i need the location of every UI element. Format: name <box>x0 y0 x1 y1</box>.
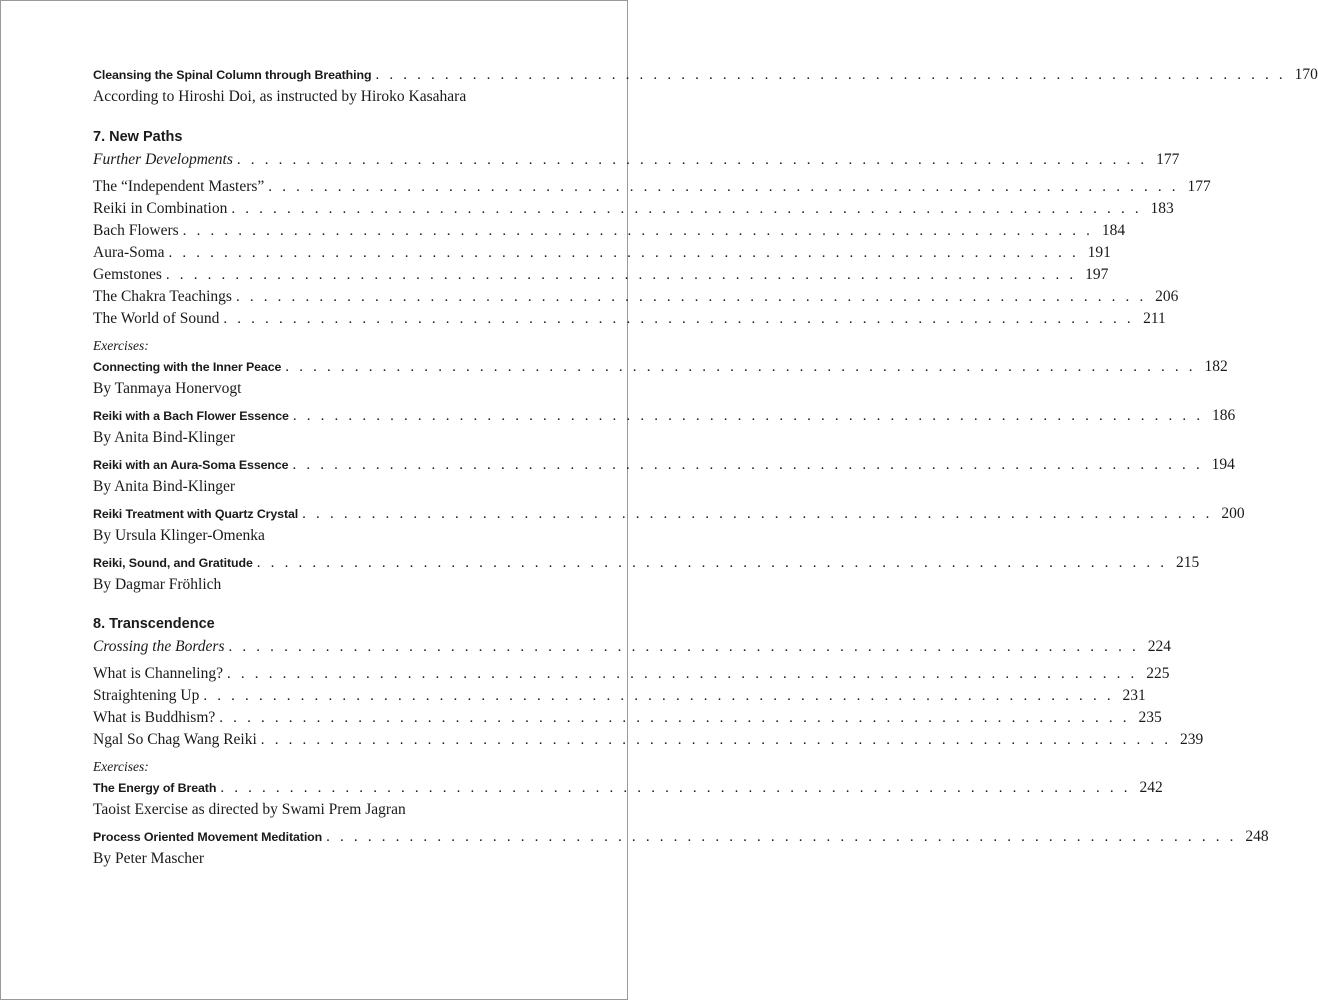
leader-dots: . . . . . . . . . . . . . . . . . . . . . . . . . . . . . . . . . . . . . . . . . . . . . . . . . . . . . . . . . . . . . . . . . . <box>236 152 1148 168</box>
toc-exercise-row[interactable] <box>93 64 1318 86</box>
toc-exercise-row[interactable] <box>93 503 1245 525</box>
toc-entry[interactable] <box>93 220 1126 242</box>
page-number: 225 <box>1146 665 1170 682</box>
chapter-8-exercises <box>93 777 1269 870</box>
entry-title[interactable]: What is Buddhism? <box>93 709 216 726</box>
toc-exercise-row[interactable] <box>93 356 1228 378</box>
chapter-8 <box>93 612 1269 870</box>
page-number: 248 <box>1245 828 1269 845</box>
toc-exercise-cleansing[interactable] <box>93 64 1318 108</box>
toc-exercise-row[interactable] <box>93 405 1236 427</box>
page-number: 206 <box>1155 288 1179 305</box>
leader-dots: . . . . . . . . . . . . . . . . . . . . . . . . . . . . . . . . . . . . . . . . . . . . . . . . . . . . . . . . . . . . . . . . . . <box>228 639 1139 655</box>
toc-lead-entry[interactable] <box>93 149 1180 171</box>
toc-entry[interactable] <box>93 242 1111 264</box>
leader-dots: . . . . . . . . . . . . . . . . . . . . . . . . . . . . . . . . . . . . . . . . . . . . . . . . . . . . . . . . . . . . . . . . . . <box>326 829 1237 845</box>
chapter-heading[interactable]: 8. Transcendence <box>93 616 215 632</box>
toc-exercise-row[interactable] <box>93 826 1269 848</box>
leader-dots: . . . . . . . . . . . . . . . . . . . . . . . . . . . . . . . . . . . . . . . . . . . . . . . . . . . . . . . . . . . . . . . . . . <box>231 201 1142 217</box>
toc-entry[interactable] <box>93 707 1162 729</box>
page-number: 177 <box>1187 178 1211 195</box>
page-number: 191 <box>1087 244 1111 261</box>
page-number: 231 <box>1122 687 1146 704</box>
page-number: 183 <box>1150 200 1174 217</box>
exercise-byline: By Tanmaya Honervogt <box>93 380 242 397</box>
exercise-title[interactable]: Reiki Treatment with Quartz Crystal <box>93 507 299 521</box>
exercise-byline: By Dagmar Fröhlich <box>93 576 222 593</box>
toc-exercise[interactable] <box>93 777 1163 821</box>
leader-dots: . . . . . . . . . . . . . . . . . . . . . . . . . . . . . . . . . . . . . . . . . . . . . . . . . . . . . . . . . . . . . . . . . . <box>302 506 1213 522</box>
entry-title[interactable]: Aura-Soma <box>93 244 165 261</box>
toc-lead-entry[interactable] <box>93 636 1171 658</box>
toc-exercise[interactable] <box>93 454 1235 498</box>
leader-dots: . . . . . . . . . . . . . . . . . . . . . . . . . . . . . . . . . . . . . . . . . . . . . . . . . . . . . . . . . . . . . . . . . . <box>285 359 1196 375</box>
table-of-contents <box>93 62 1318 875</box>
entry-title[interactable]: What is Channeling? <box>93 665 223 682</box>
exercises-label: Exercises: <box>93 759 149 774</box>
page-number: 211 <box>1143 310 1166 327</box>
page-number: 186 <box>1212 407 1236 424</box>
leader-dots: . . . . . . . . . . . . . . . . . . . . . . . . . . . . . . . . . . . . . . . . . . . . . . . . . . . . . . . . . . . . . . . . . . <box>292 408 1204 424</box>
leader-dots: . . . . . . . . . . . . . . . . . . . . . . . . . . . . . . . . . . . . . . . . . . . . . . . . . . . . . . . . . . . . . . . . . . <box>182 223 1094 239</box>
exercise-title[interactable]: Cleansing the Spinal Column through Breathing <box>93 68 372 82</box>
entry-title[interactable]: The “Independent Masters” <box>93 178 265 195</box>
chapter-8-entries <box>93 663 1204 751</box>
exercise-byline: According to Hiroshi Doi, as instructed by Hiroko Kasahara <box>93 88 467 105</box>
leader-dots: . . . . . . . . . . . . . . . . . . . . . . . . . . . . . . . . . . . . . . . . . . . . . . . . . . . . . . . . . . . . . . . . . . <box>220 780 1131 796</box>
exercise-title[interactable]: The Energy of Breath <box>93 781 217 795</box>
exercise-title[interactable]: Reiki, Sound, and Gratitude <box>93 556 253 570</box>
exercise-byline: By Anita Bind-Klinger <box>93 478 236 495</box>
entry-title[interactable]: Ngal So Chag Wang Reiki <box>93 731 257 748</box>
exercise-byline: By Peter Mascher <box>93 850 205 867</box>
toc-entry[interactable] <box>93 286 1179 308</box>
page-number: 200 <box>1221 505 1245 522</box>
page-number: 239 <box>1180 731 1204 748</box>
exercise-title[interactable]: Process Oriented Movement Meditation <box>93 830 323 844</box>
page-number: 235 <box>1138 709 1162 726</box>
entry-title[interactable]: Straightening Up <box>93 687 200 704</box>
toc-entry[interactable] <box>93 198 1174 220</box>
chapter-7 <box>93 125 1245 596</box>
page-number: 194 <box>1211 456 1235 473</box>
toc-exercise[interactable] <box>93 405 1236 449</box>
toc-entry[interactable] <box>93 663 1170 685</box>
leader-dots: . . . . . . . . . . . . . . . . . . . . . . . . . . . . . . . . . . . . . . . . . . . . . . . . . . . . . . . . . . . . . . . . . . <box>292 457 1203 473</box>
toc-entry[interactable] <box>93 264 1109 286</box>
chapter-7-exercises <box>93 356 1245 596</box>
entry-title[interactable]: Reiki in Combination <box>93 200 228 217</box>
page-number: 224 <box>1147 638 1171 655</box>
toc-exercise[interactable] <box>93 826 1269 870</box>
leader-dots: . . . . . . . . . . . . . . . . . . . . . . . . . . . . . . . . . . . . . . . . . . . . . . . . . . . . . . . . . . . . . . . . . . <box>256 555 1168 571</box>
leader-dots: . . . . . . . . . . . . . . . . . . . . . . . . . . . . . . . . . . . . . . . . . . . . . . . . . . . . . . . . . . . . . . . . . . <box>268 179 1179 195</box>
leader-dots: . . . . . . . . . . . . . . . . . . . . . . . . . . . . . . . . . . . . . . . . . . . . . . . . . . . . . . . . . . . . . . . . . . <box>375 67 1286 83</box>
exercise-title[interactable]: Reiki with a Bach Flower Essence <box>93 409 289 423</box>
entry-title[interactable]: Crossing the Borders <box>93 638 225 655</box>
chapter-heading[interactable]: 7. New Paths <box>93 129 183 145</box>
exercises-label: Exercises: <box>93 338 149 353</box>
entry-title[interactable]: The Chakra Teachings <box>93 288 232 305</box>
entry-title[interactable]: Further Developments <box>93 151 233 168</box>
exercise-title[interactable]: Connecting with the Inner Peace <box>93 360 282 374</box>
leader-dots: . . . . . . . . . . . . . . . . . . . . . . . . . . . . . . . . . . . . . . . . . . . . . . . . . . . . . . . . . . . . . . . . . . <box>223 311 1134 327</box>
page-number: 177 <box>1156 151 1180 168</box>
toc-exercise[interactable] <box>93 356 1228 400</box>
leader-dots: . . . . . . . . . . . . . . . . . . . . . . . . . . . . . . . . . . . . . . . . . . . . . . . . . . . . . . . . . . . . . . . . . . <box>260 732 1172 748</box>
toc-entry[interactable] <box>93 685 1146 707</box>
chapter-7-entries <box>93 176 1211 330</box>
page-number: 170 <box>1294 66 1318 83</box>
leader-dots: . . . . . . . . . . . . . . . . . . . . . . . . . . . . . . . . . . . . . . . . . . . . . . . . . . . . . . . . . . . . . . . . . . <box>168 245 1079 261</box>
exercise-byline: Taoist Exercise as directed by Swami Prem Jagran <box>93 801 406 818</box>
toc-exercise[interactable] <box>93 503 1245 547</box>
page-number: 242 <box>1139 779 1163 796</box>
leader-dots: . . . . . . . . . . . . . . . . . . . . . . . . . . . . . . . . . . . . . . . . . . . . . . . . . . . . . . . . . . . . . . . . . . <box>165 267 1077 283</box>
entry-title[interactable]: Bach Flowers <box>93 222 179 239</box>
leader-dots: . . . . . . . . . . . . . . . . . . . . . . . . . . . . . . . . . . . . . . . . . . . . . . . . . . . . . . . . . . . . . . . . . . <box>203 688 1114 704</box>
exercise-byline: By Ursula Klinger-Omenka <box>93 527 265 544</box>
entry-title[interactable]: Gemstones <box>93 266 162 283</box>
toc-entry[interactable] <box>93 308 1166 330</box>
toc-exercise-row[interactable] <box>93 777 1163 799</box>
exercise-title[interactable]: Reiki with an Aura-Soma Essence <box>93 458 289 472</box>
page-number: 182 <box>1204 358 1228 375</box>
toc-entry[interactable] <box>93 176 1211 198</box>
toc-exercise-row[interactable] <box>93 552 1200 574</box>
entry-title[interactable]: The World of Sound <box>93 310 220 327</box>
toc-exercise[interactable] <box>93 552 1200 596</box>
leader-dots: . . . . . . . . . . . . . . . . . . . . . . . . . . . . . . . . . . . . . . . . . . . . . . . . . . . . . . . . . . . . . . . . . . <box>219 710 1130 726</box>
leader-dots: . . . . . . . . . . . . . . . . . . . . . . . . . . . . . . . . . . . . . . . . . . . . . . . . . . . . . . . . . . . . . . . . . . <box>235 289 1147 305</box>
exercise-byline: By Anita Bind-Klinger <box>93 429 236 446</box>
page-number: 184 <box>1101 222 1126 239</box>
leader-dots: . . . . . . . . . . . . . . . . . . . . . . . . . . . . . . . . . . . . . . . . . . . . . . . . . . . . . . . . . . . . . . . . . . <box>227 666 1138 682</box>
toc-entry[interactable] <box>93 729 1204 751</box>
page-number: 197 <box>1085 266 1109 283</box>
page-number: 215 <box>1175 554 1200 571</box>
toc-exercise-row[interactable] <box>93 454 1235 476</box>
